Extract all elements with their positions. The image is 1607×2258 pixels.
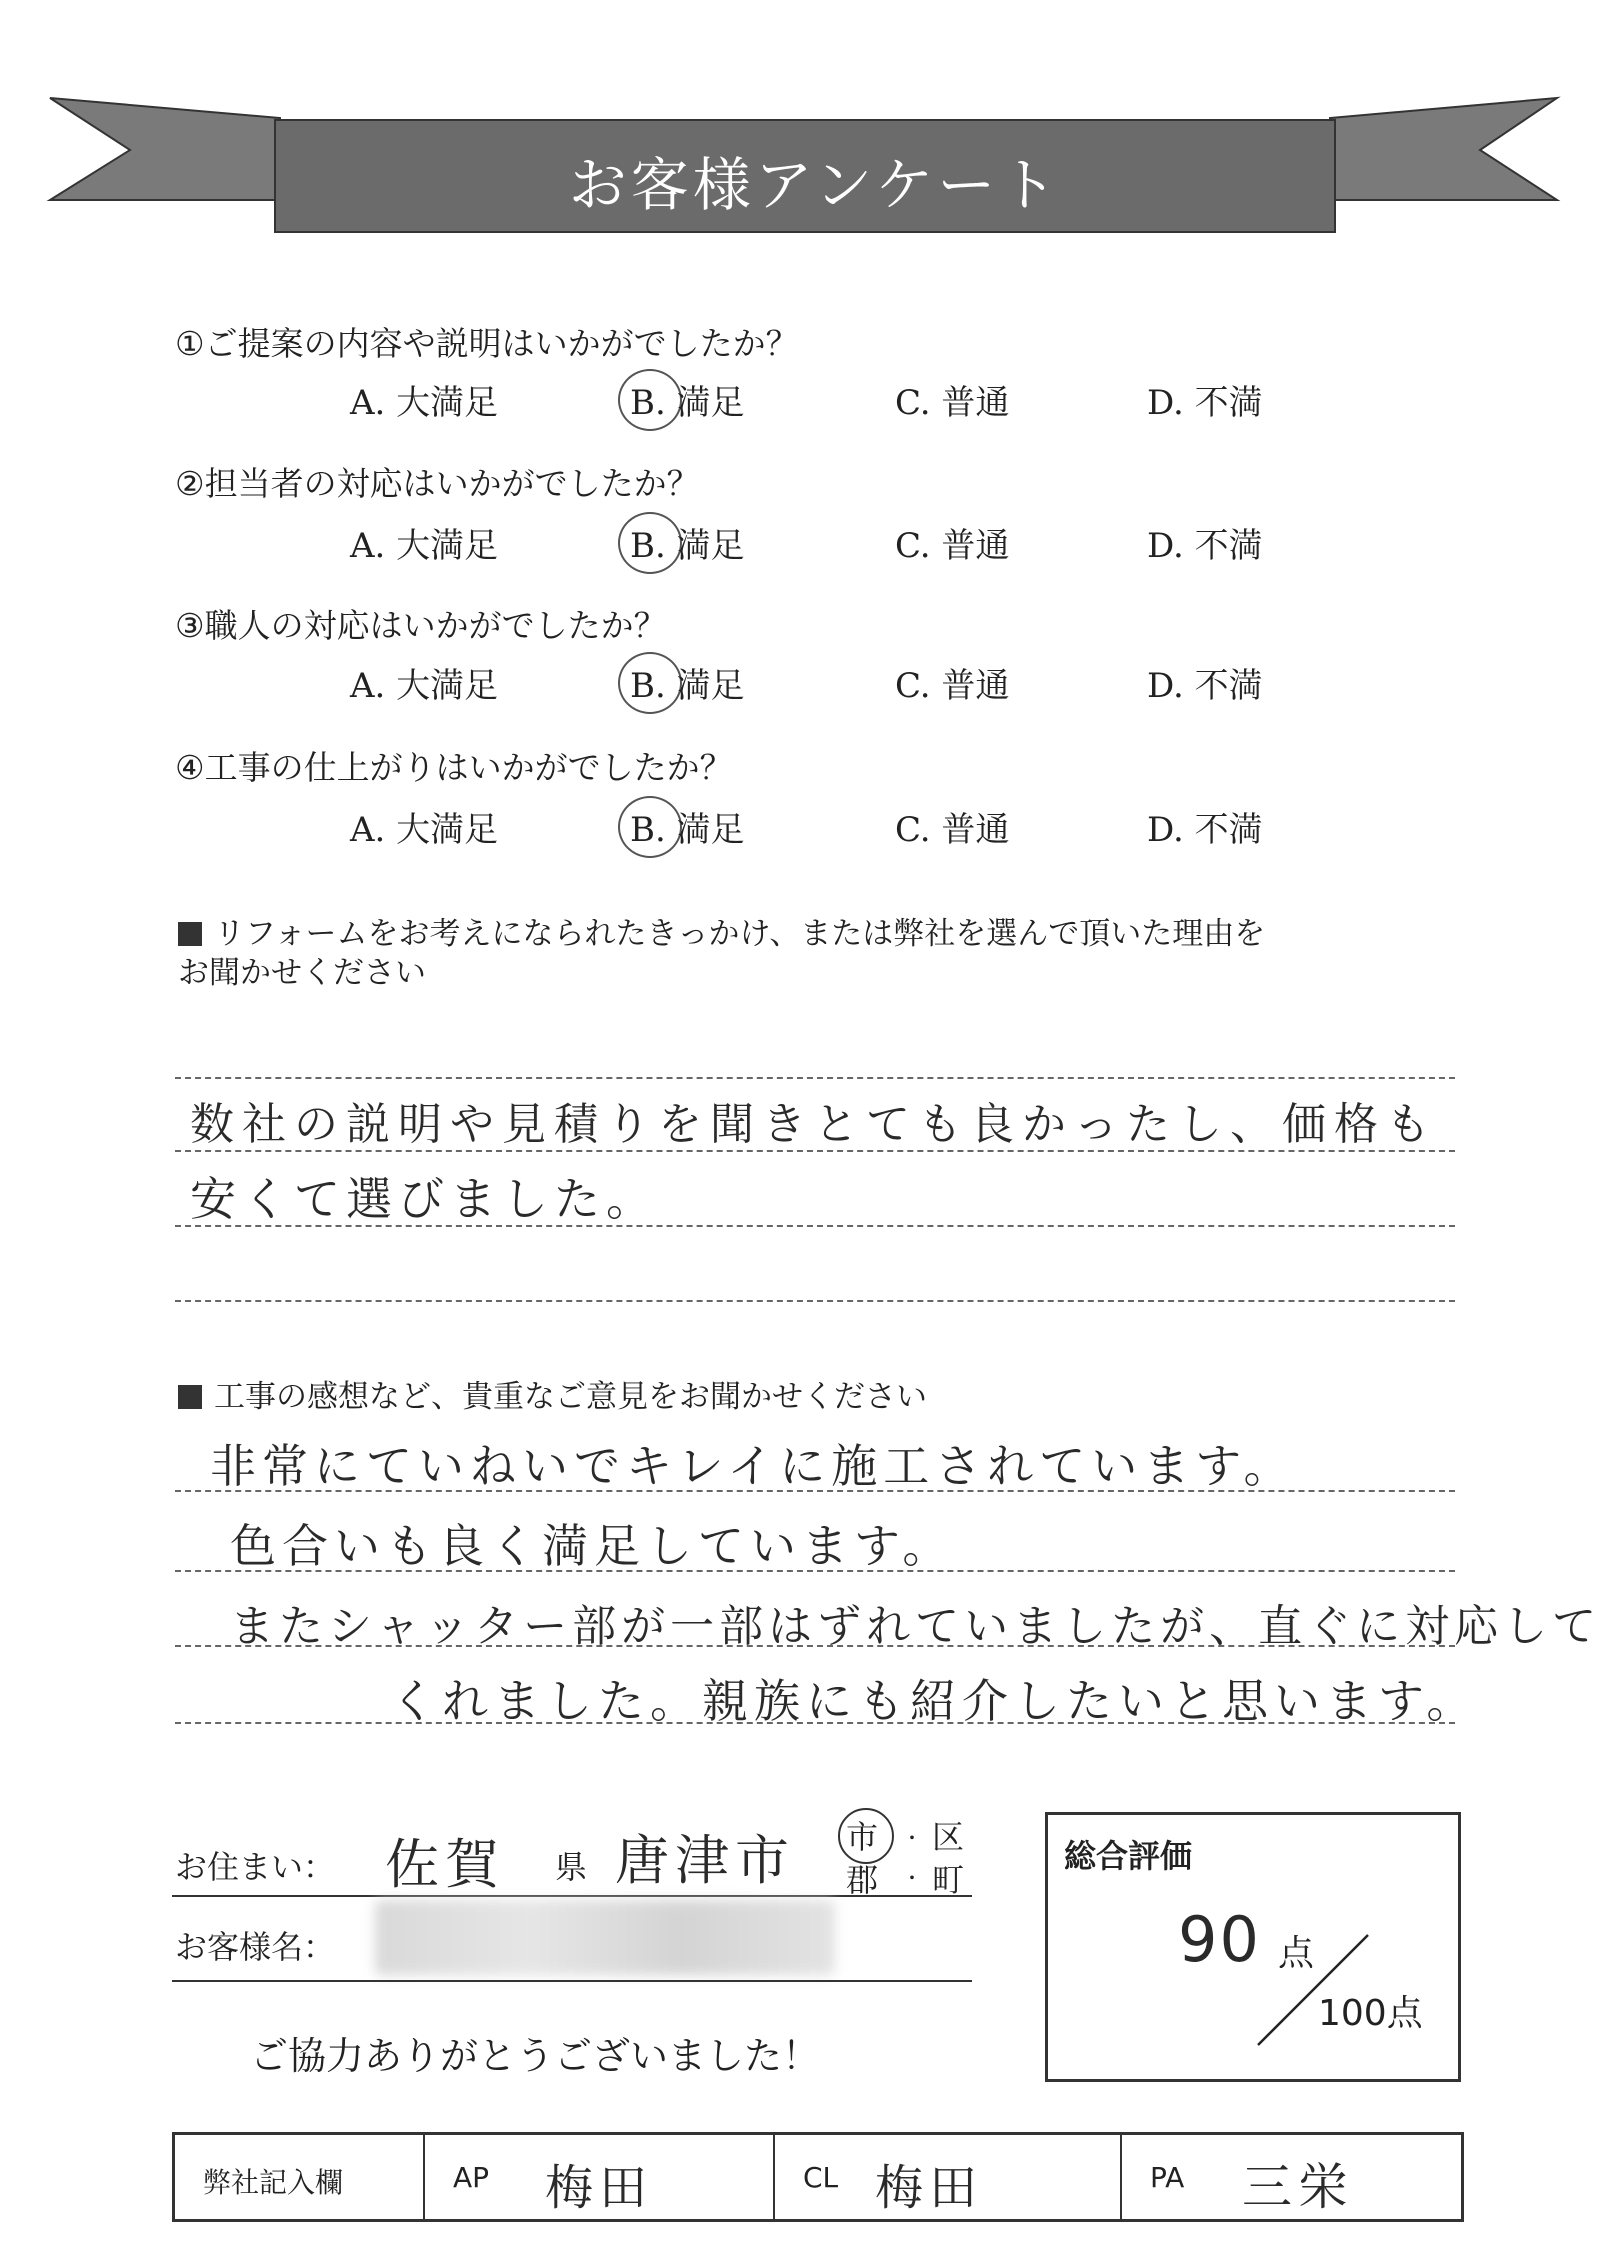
question-4-options [350, 802, 1350, 852]
page-title: お客様アンケート [568, 151, 1062, 219]
handwritten-reason-line-2: 安くて選びました。 [190, 1172, 658, 1226]
option-b[interactable]: B. 満足 [630, 666, 745, 706]
option-b[interactable]: B. 満足 [630, 383, 745, 423]
question-1-options [350, 375, 1350, 425]
handwritten-opinion-line-1: 非常にていねいでキレイに施工されています。 [210, 1439, 1296, 1493]
question-3: ③職人の対応はいかがでしたか？ [175, 606, 667, 645]
handwritten-score: 90 [1178, 1903, 1261, 1976]
dot-separator: ・ [902, 1866, 922, 1890]
option-a[interactable]: A. 大満足 [350, 526, 499, 566]
banner-left-tail [50, 98, 280, 200]
option-a[interactable]: A. 大満足 [350, 666, 499, 706]
address-underline [172, 1895, 972, 1897]
question-4: ④工事の仕上がりはいかがでしたか？ [175, 748, 733, 787]
option-c[interactable]: C. 普通 [895, 666, 1010, 706]
handwritten-opinion-line-2: 色合いも良く満足しています。 [230, 1519, 955, 1573]
score-unit: 点 [1278, 1933, 1315, 1974]
question-2-options [350, 518, 1350, 568]
staff-label: 弊社記入欄 [203, 2166, 344, 2199]
option-d[interactable]: D. 不満 [1147, 383, 1263, 423]
score-label: 総合評価 [1064, 1837, 1193, 1875]
handwritten-opinion-line-4: くれました。親族にも紹介したいと思います。 [390, 1674, 1479, 1728]
customer-name-label: お客様名： [175, 1928, 336, 1966]
option-c[interactable]: C. 普通 [895, 810, 1010, 850]
handwritten-prefecture: 佐賀 [385, 1833, 505, 1896]
pa-label: PA [1150, 2161, 1185, 2194]
dot-separator: ・ [902, 1826, 922, 1850]
handwritten-reason-line-1: 数社の説明や見積りを聞きとても良かったし、価格も [190, 1099, 1438, 1150]
question-1: ①ご提案の内容や説明はいかがでしたか？ [175, 324, 799, 363]
handwritten-opinion-line-3: またシャッター部が一部はずれていましたが、直ぐに対応して [230, 1601, 1602, 1652]
square-bullet-icon [178, 922, 202, 946]
opinion-heading: 工事の感想など、貴重なご意見をお聞かせください [178, 1378, 927, 1417]
answer-line [175, 1077, 1455, 1079]
score-max: 100点 [1318, 1993, 1423, 2034]
type-option-gun[interactable]: 郡 [846, 1861, 879, 1899]
option-c[interactable]: C. 普通 [895, 526, 1010, 566]
staff-entry-table [172, 2132, 1464, 2222]
ap-cell [425, 2135, 775, 2219]
type-option-ku[interactable]: 区 [932, 1818, 965, 1856]
cl-cell [775, 2135, 1122, 2219]
overall-score-box [1045, 1812, 1461, 2082]
square-bullet-icon [178, 1385, 202, 1409]
option-b[interactable]: B. 満足 [630, 526, 745, 566]
type-option-shi[interactable]: 市 [846, 1818, 879, 1856]
answer-line [175, 1300, 1455, 1302]
handwritten-ap-name: 梅田 [545, 2160, 654, 2216]
type-option-cho[interactable]: 町 [932, 1861, 965, 1899]
option-d[interactable]: D. 不満 [1147, 810, 1263, 850]
option-a[interactable]: A. 大満足 [350, 810, 499, 850]
option-c[interactable]: C. 普通 [895, 383, 1010, 423]
pa-cell [1122, 2135, 1461, 2219]
option-d[interactable]: D. 不満 [1147, 526, 1263, 566]
prefecture-suffix: 県 [555, 1848, 588, 1886]
handwritten-city: 唐津市 [615, 1829, 795, 1892]
reason-heading: リフォームをお考えになられたきっかけ、または弊社を選んで頂いた理由を お聞かせください [178, 916, 1266, 991]
cl-label: CL [803, 2161, 839, 2194]
address-label: お住まい： [175, 1848, 336, 1886]
name-underline [172, 1980, 972, 1982]
thanks-message: ご協力ありがとうございました！ [250, 2034, 821, 2078]
question-3-options [350, 658, 1350, 708]
option-b[interactable]: B. 満足 [630, 810, 745, 850]
question-2: ②担当者の対応はいかがでしたか？ [175, 464, 700, 503]
staff-label-cell [175, 2135, 425, 2219]
handwritten-pa-name: 三栄 [1242, 2158, 1354, 2216]
option-a[interactable]: A. 大満足 [350, 383, 499, 423]
redacted-customer-name [375, 1900, 835, 1975]
handwritten-cl-name: 梅田 [875, 2160, 984, 2216]
ap-label: AP [453, 2161, 490, 2194]
banner-right-tail [1330, 98, 1557, 200]
option-d[interactable]: D. 不満 [1147, 666, 1263, 706]
